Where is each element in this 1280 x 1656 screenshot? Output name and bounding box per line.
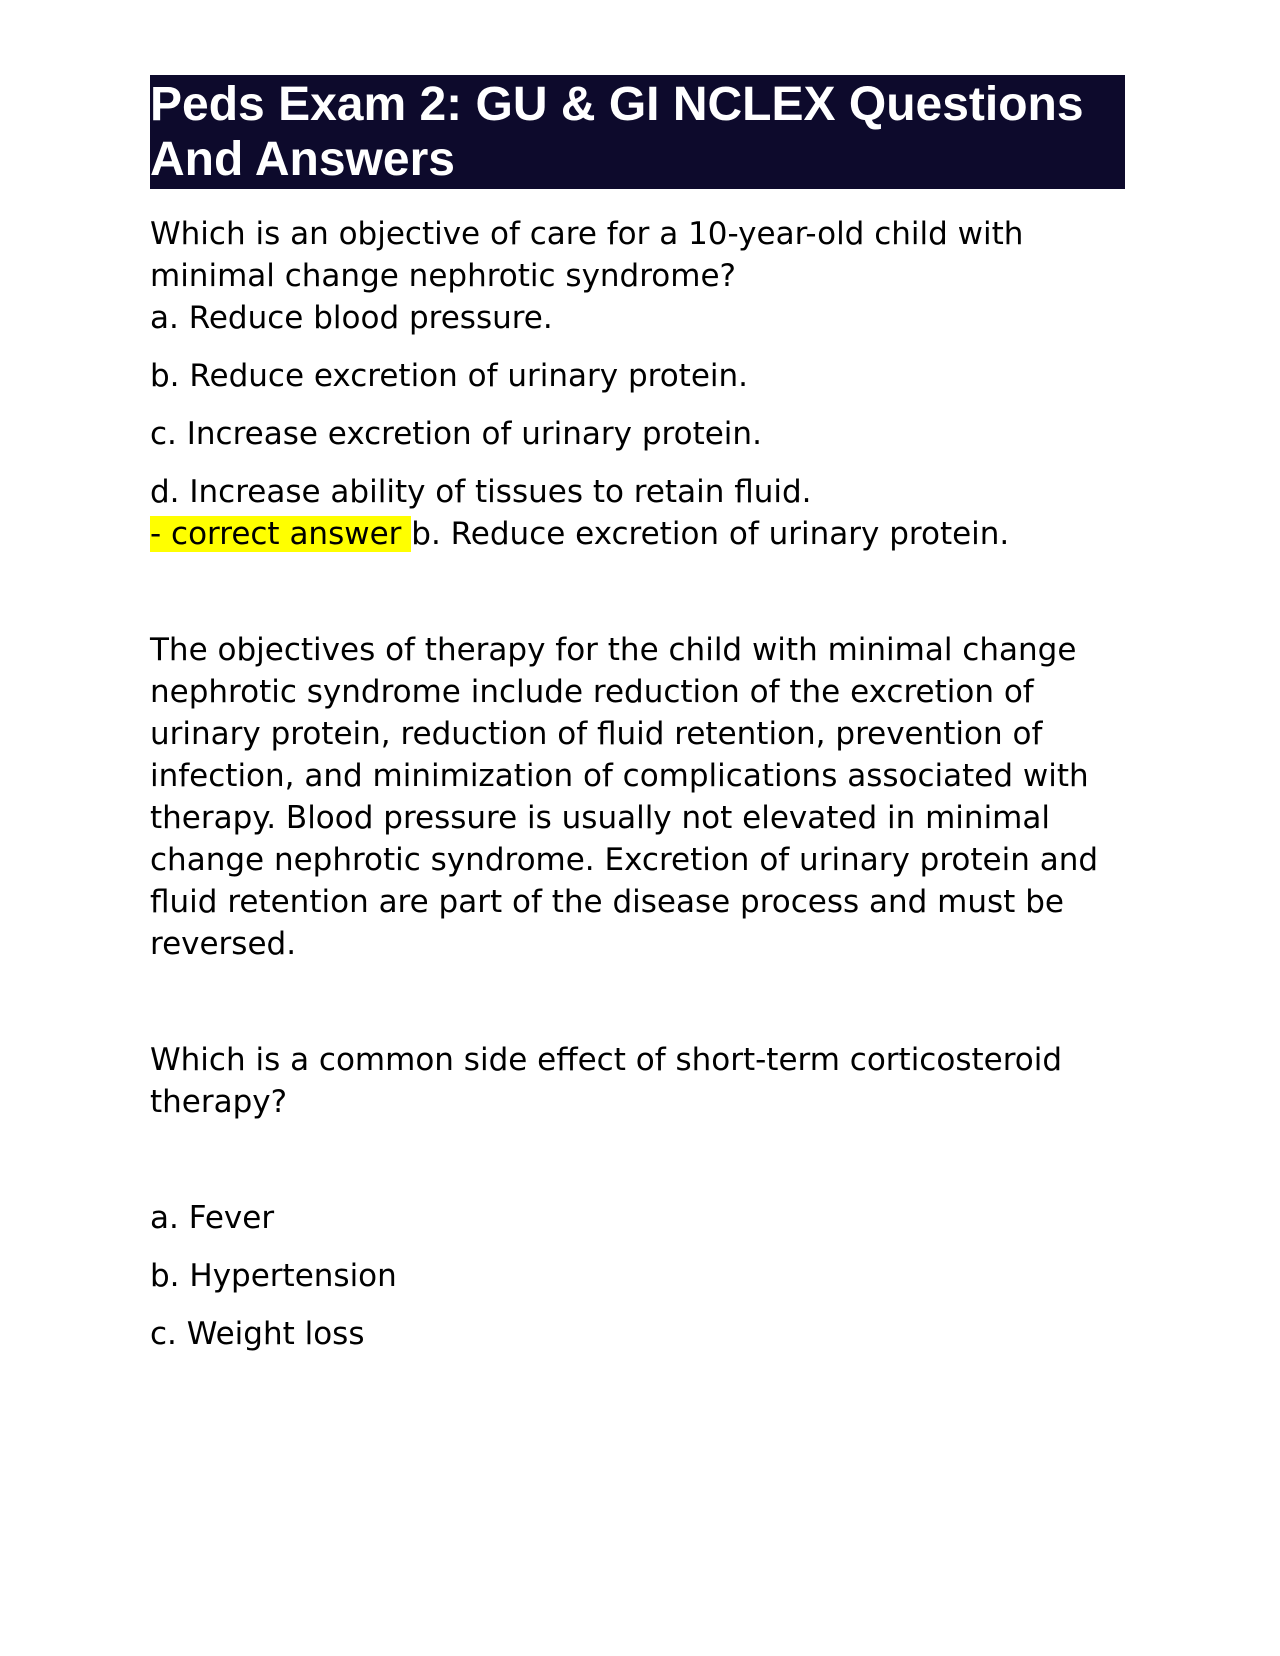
- question-2-text: Which is a common side effect of short-term corticosteroid therapy?: [150, 1042, 1063, 1120]
- document-title: Peds Exam 2: GU & GI NCLEX Questions And Answers: [150, 75, 1125, 189]
- question-2-option-c: c. Weight loss: [150, 1316, 365, 1352]
- document-page: [150, 75, 1125, 1355]
- question-1-option-d: d. Increase ability of tissues to retain fluid.: [150, 474, 812, 510]
- question-2-option-a: a. Fever: [150, 1200, 275, 1236]
- question-1-option-a: a. Reduce blood pressure.: [150, 300, 553, 336]
- question-1-answer: [150, 513, 1125, 555]
- question-1-text: Which is an objective of care for a 10-year-old child with minimal change nephrotic syndrome?: [150, 216, 1024, 294]
- correct-answer-text: b. Reduce excretion of urinary protein.: [411, 516, 1010, 552]
- question-1-explanation: The objectives of therapy for the child with minimal change nephrotic syndrome include reduction of the excretion of urinary protein, reduction of fluid retention, prevention of infection, and minimization of complications associated with therapy. Blood pressure is usually not elevated in minimal change nephrotic syndrome. Excretion of urinary protein and fluid retention are part of the disease process and must be reversed.: [150, 632, 1099, 962]
- question-2-option-b: b. Hypertension: [150, 1258, 397, 1294]
- question-1-option-b: b. Reduce excretion of urinary protein.: [150, 358, 749, 394]
- question-1-option-c: c. Increase excretion of urinary protein.: [150, 416, 762, 452]
- correct-answer-label: - correct answer: [150, 516, 412, 552]
